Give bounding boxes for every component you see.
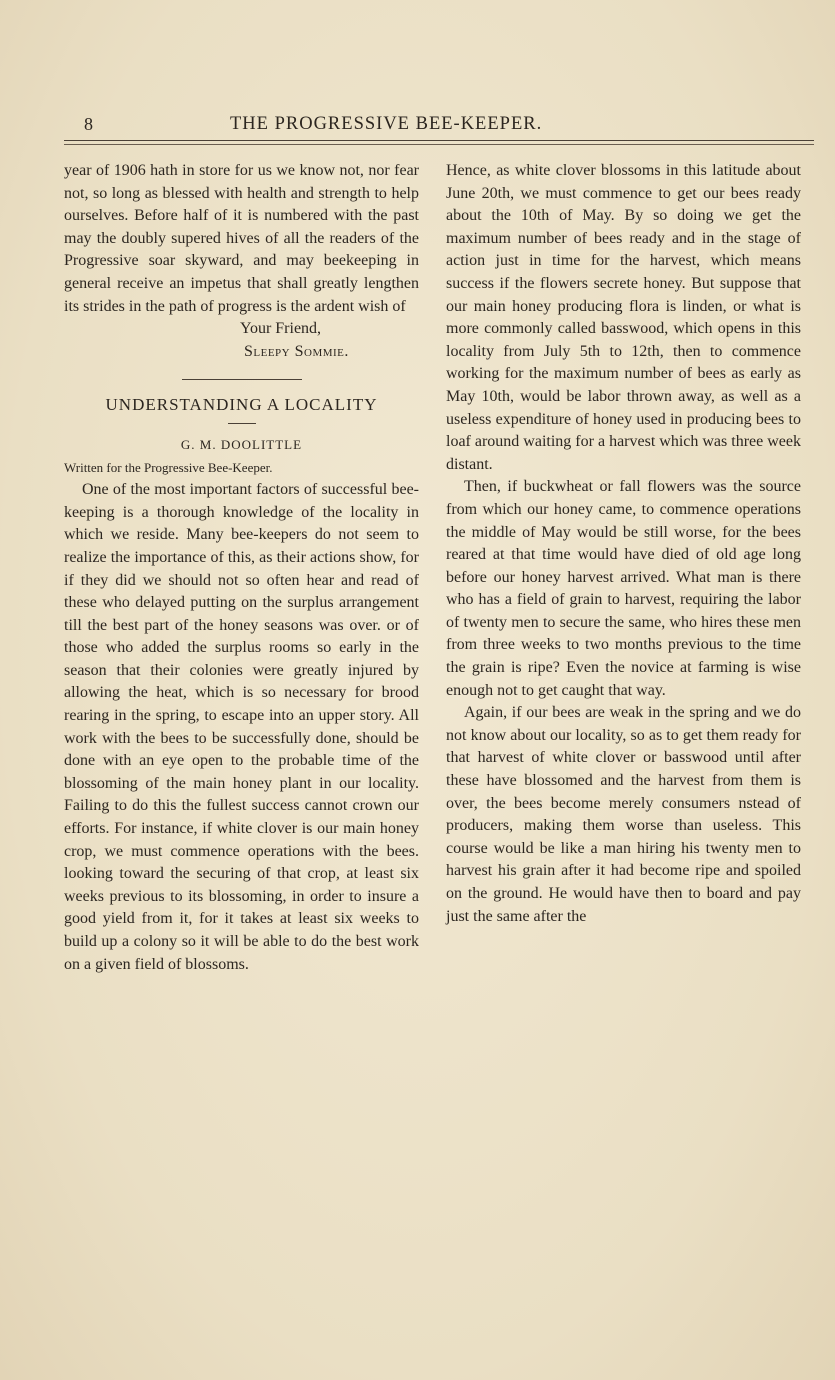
section-divider: [182, 379, 302, 380]
body-paragraph: Hence, as white clover blossoms in this latitude about June 20th, we must commence to get our bees ready about the 10th of May. By so doing we get the maximum number of bees ready and in the stage of action just in time for the harvest, which means success if the flowers secrete honey. But suppose that our main honey producing flora is linden, or what is more commonly called basswood, which opens in this locality from July 5th to 12th, then to commence working for the maximum number of bees as early as May 10th, would be labor thrown away, as well as a useless expenditure of honey used in producing bees to loaf around waiting for a harvest which was three week distant.: [446, 162, 801, 473]
left-column: [64, 160, 419, 976]
page-number: 8: [84, 114, 93, 134]
article-author: G. M. DOOLITTLE: [180, 436, 303, 452]
title-ornament-rule: [228, 423, 256, 424]
body-paragraph: One of the most important factors of successful bee-keeping is a thorough knowledge of the locality in which we reside. Many bee-keepers do not seem to realize the importance of this, as their actions show, for if they did we should not so often hear and read of these who delayed putting on the surplus arrangement till the best part of the honey seasons was over. or of those who added the surplus rooms so early in the season that their colonies were greatly injured by allowing the heat, which is so necessary for brood rearing in the spring, to escape into an upper story. All work with the bees to be successfully done, should be done with an eye open to the probable time of the blossoming of the main honey plant in our locality. Failing to do this the fullest success cannot crown our efforts. For instance, if white clover is our main honey crop, we must commence operations with the bees. looking toward the securing of that crop, at least six weeks previous to its blossoming, in order to insure a good yield from it, for it takes at least six weeks to build up a colony so it will be able to do the best work on a given field of blossoms.: [64, 481, 419, 973]
opening-paragraph: year of 1906 hath in store for us we know not, nor fear not, so long as blessed with health and strength to help ourselves. Before half of it is numbered with the past may the doubly supered hives of all the readers of the Progressive soar skyward, and may beekeeping in general receive an impetus that shall greatly lengthen its strides in the path of progress is the ardent wish of: [64, 162, 419, 315]
article-title: UNDERSTANDING A LOCALITY: [105, 395, 378, 415]
header-rule-thin: [64, 144, 814, 145]
body-paragraph: Again, if our bees are weak in the spring and we do not know about our locality, so as to get them ready for that harvest of white clover or basswood until after these have blossomed and the harvest from them is over, the bees become merely consumers nstead of producers, making them worse than useless. This course would be like a man hiring his twenty men to harvest his grain after it had become ripe and spoiled on the ground. He would have then to board and pay just the same after the: [446, 704, 801, 925]
article-byline: Written for the Progressive Bee-Keeper.: [64, 459, 273, 475]
header-rule: [64, 140, 814, 141]
body-paragraph: Then, if buckwheat or fall flowers was the source from which our honey came, to commence operations the middle of May would be still worse, for the bees reared at that time would have died of old age long before our honey harvest arrived. What man is there who has a field of grain to harvest, requiring the labor of twenty men to secure the same, who hires these men from three weeks to two months previous to the time the grain is ripe? Even the novice at farming is wise enough not to get caught that way.: [446, 478, 801, 699]
signoff-signature: Sleepy Sommie.: [244, 342, 349, 360]
running-title: THE PROGRESSIVE BEE-KEEPER.: [230, 114, 543, 134]
right-column: [446, 160, 801, 928]
page-header: [64, 112, 814, 142]
signoff-greeting: Your Friend,: [240, 320, 322, 338]
